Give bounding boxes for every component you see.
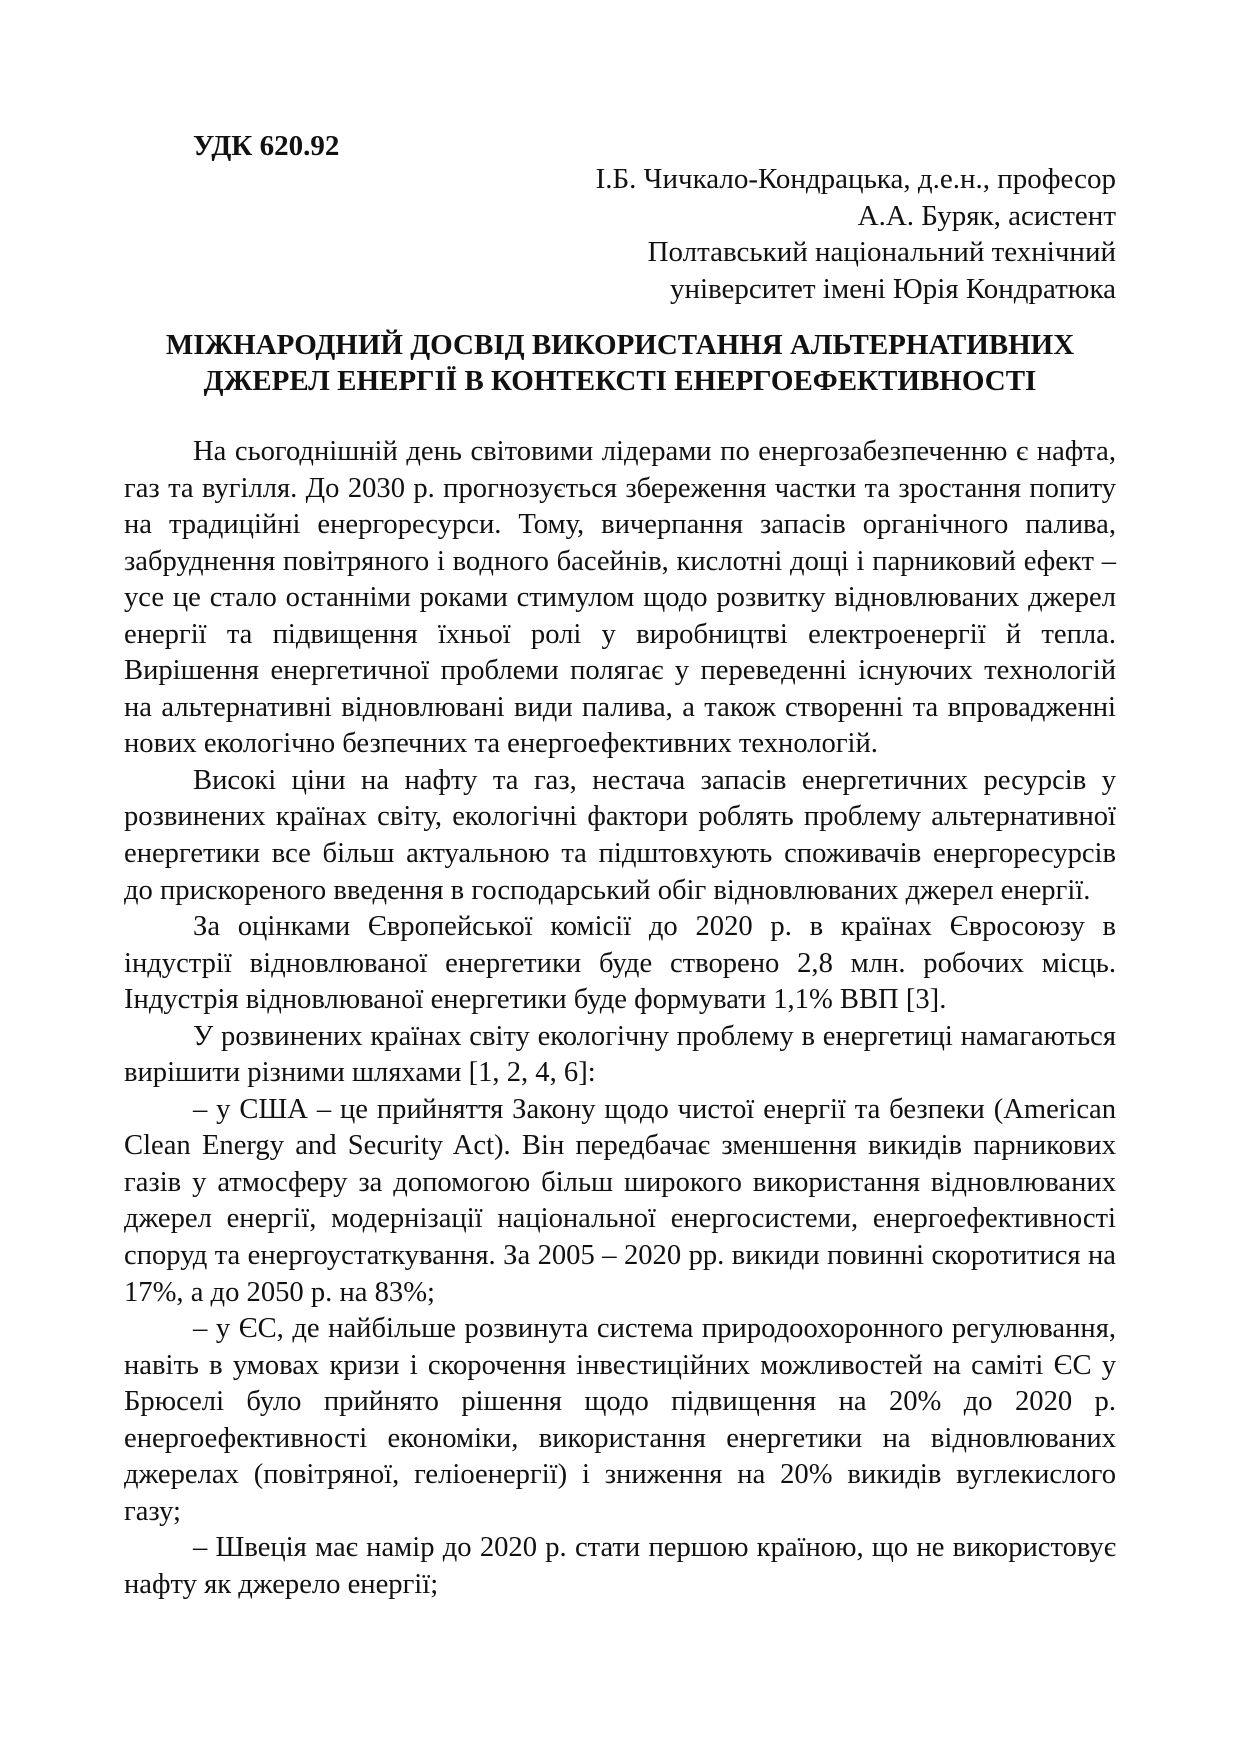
paragraph: Високі ціни на нафту та газ, нестача запасів енергетичних ресурсів у розвинених країнах світу, екологічні фактори роблять проблему альтернативної енергетики все більш актуальною та підштовхують споживачів енергоресурсів до прискореного введення в господарський обіг відновлюваних джерел енергії. xyxy=(124,764,1116,906)
udc-code: УДК 620.92 xyxy=(193,130,340,162)
list-item: – Швеція має намір до 2020 р. стати першою країною, що не використовує нафту як джерело енергії; xyxy=(124,1532,1116,1600)
body-text xyxy=(124,434,1116,1604)
paragraph: У розвинених країнах світу екологічну проблему в енергетиці намагаються вирішити різними шляхами [1, 2, 4, 6]: xyxy=(124,1020,1116,1089)
paper-title xyxy=(124,327,1116,399)
title-line: ДЖЕРЕЛ ЕНЕРГІЇ В КОНТЕКСТІ ЕНЕРГОЕФЕКТИВНОСТІ xyxy=(203,365,1037,397)
affiliation-line: Полтавський національний технічний xyxy=(647,236,1116,268)
affiliation-line: університет імені Юрія Кондратюка xyxy=(669,272,1116,305)
author-line: А.А. Буряк, асистент xyxy=(857,199,1116,232)
author-line: І.Б. Чичкало-Кондрацька, д.е.н., професор xyxy=(595,163,1116,195)
list-item: – у США – це прийняття Закону щодо чистої енергії та безпеки (American Clean Energy and Security Act). Він передбачає зменшення викидів парникових газів у атмосферу за допомогою більш широкого використання відновлюваних джерел енергії, модернізації національної енергосистеми, енергоефективності споруд та енергоустаткування. За 2005 – 2020 рр. викиди повинні скоротитися на 17%, а до 2050 р. на 83%; xyxy=(124,1093,1116,1308)
paragraph: На сьогоднішній день світовими лідерами по енергозабезпеченню є нафта, газ та вугілля. До 2030 р. прогнозується збереження частки та зростання попиту на традиційні енергоресурси. Тому, вичерпання запасів органічного палива, забруднення повітряного і водного басейнів, кислотні дощі і парниковий ефект – усе це стало останніми роками стимулом щодо розвитку відновлюваних джерел енергії та підвищення їхньої ролі у виробництві електроенергії й тепла. Вирішення енергетичної проблеми полягає у переведенні існуючих технологій на альтернативні відновлювані види палива, а також створенні та впровадженні нових екологічно безпечних та енергоефективних технологій. xyxy=(124,436,1116,760)
list-item: – у ЄС, де найбільше розвинута система природоохоронного регулювання, навіть в умовах кризи і скорочення інвестиційних можливостей на саміті ЄС у Брюселі було прийнято рішення щодо підвищення на 20% до 2020 р. енергоефективності економіки, використання енергетики на відновлюваних джерелах (повітряної, геліоенергії) і зниження на 20% викидів вуглекислого газу; xyxy=(124,1313,1116,1527)
title-line: МІЖНАРОДНИЙ ДОСВІД ВИКОРИСТАННЯ АЛЬТЕРНАТИВНИХ xyxy=(165,329,1075,361)
author-block xyxy=(596,161,1116,307)
paragraph: За оцінками Європейської комісії до 2020 р. в країнах Євросоюзу в індустрії відновлюваної енергетики буде створено 2,8 млн. робочих місць. Індустрія відновлюваної енергетики буде формувати 1,1% ВВП [3]. xyxy=(124,911,1116,1016)
